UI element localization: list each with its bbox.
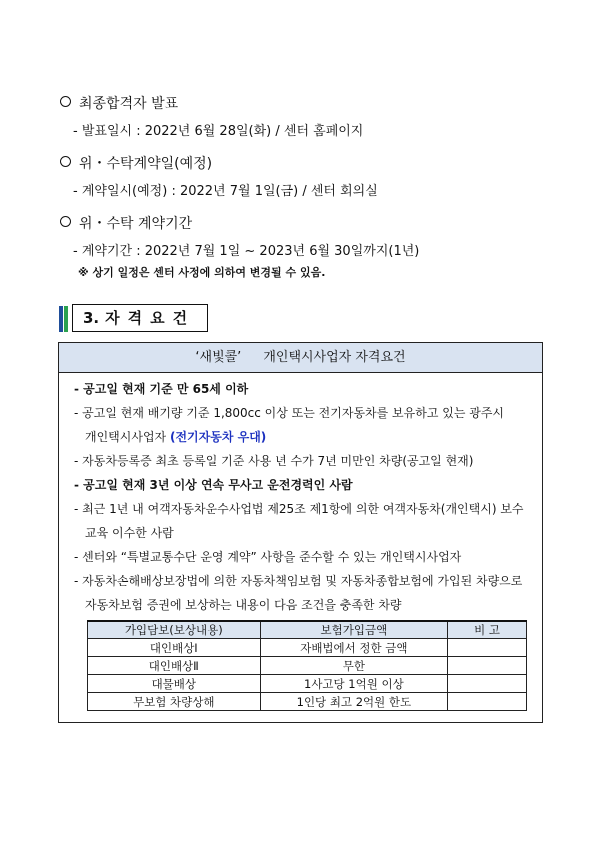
requirement-age: - 공고일 현재 기준 만 65세 이하	[74, 382, 249, 396]
schedule-contract-period-title: 위・수탁 계약기간	[79, 216, 193, 232]
table-cell	[448, 675, 527, 693]
table-row	[88, 657, 527, 675]
requirement-education-line1: - 최근 1년 내 여객자동차운수사업법 제25조 제1항에 의한 여객자동차(개인택시) 보수	[74, 502, 524, 516]
schedule-final-heading	[60, 93, 178, 113]
requirement-vehicle-line2	[85, 428, 266, 445]
table-cell: 무보험 차량상해	[88, 693, 261, 711]
insurance-header-remarks: 비 고	[448, 621, 527, 639]
section-number: 3.	[83, 309, 100, 327]
schedule-note: ※ 상기 일정은 센터 사정에 의하여 변경될 수 있음.	[78, 266, 326, 279]
schedule-contract-date-title: 위・수탁계약일(예정)	[79, 156, 213, 172]
requirement-vehicle-line1: - 공고일 현재 배기량 기준 1,800cc 이상 또는 전기자동차를 보유하고 있는 광주시	[74, 406, 505, 420]
requirement-contract: - 센터와 “특별교통수단 운영 계약” 사항을 준수할 수 있는 개인택시사업자	[74, 550, 462, 564]
circle-bullet-icon	[60, 156, 71, 167]
table-row	[88, 693, 527, 711]
insurance-header-coverage: 가입담보(보상내용)	[88, 621, 261, 639]
table-cell	[448, 693, 527, 711]
schedule-final-title: 최종합격자 발표	[79, 96, 179, 112]
requirements-header	[59, 343, 542, 373]
requirement-registration: - 자동차등록증 최초 등록일 기준 사용 년 수가 7년 미만인 차량(공고일 현재)	[74, 454, 474, 468]
table-cell	[448, 657, 527, 675]
requirement-insurance-line1: - 자동차손해배상보장법에 의한 자동차책임보험 및 자동차종합보험에 가입된 차량으로	[74, 574, 523, 588]
circle-bullet-icon	[60, 216, 71, 227]
insurance-table-header-row	[88, 621, 527, 639]
table-cell	[448, 639, 527, 657]
schedule-contract-period-heading	[60, 213, 192, 233]
table-cell: 무한	[260, 657, 448, 675]
schedule-contract-date-detail: - 계약일시(예정) : 2022년 7월 1일(금) / 센터 회의실	[73, 184, 378, 199]
requirement-accident-free: - 공고일 현재 3년 이상 연속 무사고 운전경력인 사람	[74, 478, 353, 492]
circle-bullet-icon	[60, 96, 71, 107]
table-cell: 대인배상Ⅱ	[88, 657, 261, 675]
table-row	[88, 675, 527, 693]
insurance-header-amount: 보험가입금액	[260, 621, 448, 639]
table-cell: 1인당 최고 2억원 한도	[260, 693, 448, 711]
section-heading	[72, 304, 208, 332]
requirement-ev-preference: (전기자동차 우대)	[169, 430, 267, 444]
requirement-vehicle-prefix: 개인택시사업자	[85, 430, 167, 444]
schedule-contract-date-heading	[60, 153, 212, 173]
table-cell: 대인배상Ⅰ	[88, 639, 261, 657]
section-bar-blue	[59, 306, 63, 332]
section-title: 자격요건	[105, 309, 196, 327]
schedule-contract-period-detail: - 계약기간 : 2022년 7월 1일 ~ 2023년 6월 30일까지(1년)	[73, 244, 420, 259]
requirement-insurance-line2: 자동차보험 증권에 보상하는 내용이 다음 조건을 충족한 차량	[85, 598, 402, 612]
requirement-education-line2: 교육 이수한 사람	[85, 526, 174, 540]
table-cell: 대물배상	[88, 675, 261, 693]
insurance-table	[87, 620, 527, 711]
requirements-header-quote: ‘새빛콜’	[195, 350, 242, 365]
schedule-final-detail: - 발표일시 : 2022년 6월 28일(화) / 센터 홈페이지	[73, 124, 364, 139]
table-cell: 자배법에서 정한 금액	[260, 639, 448, 657]
requirements-header-text: 개인택시사업자 자격요건	[263, 350, 406, 365]
section-bar-green	[64, 306, 68, 332]
table-cell: 1사고당 1억원 이상	[260, 675, 448, 693]
table-row	[88, 639, 527, 657]
